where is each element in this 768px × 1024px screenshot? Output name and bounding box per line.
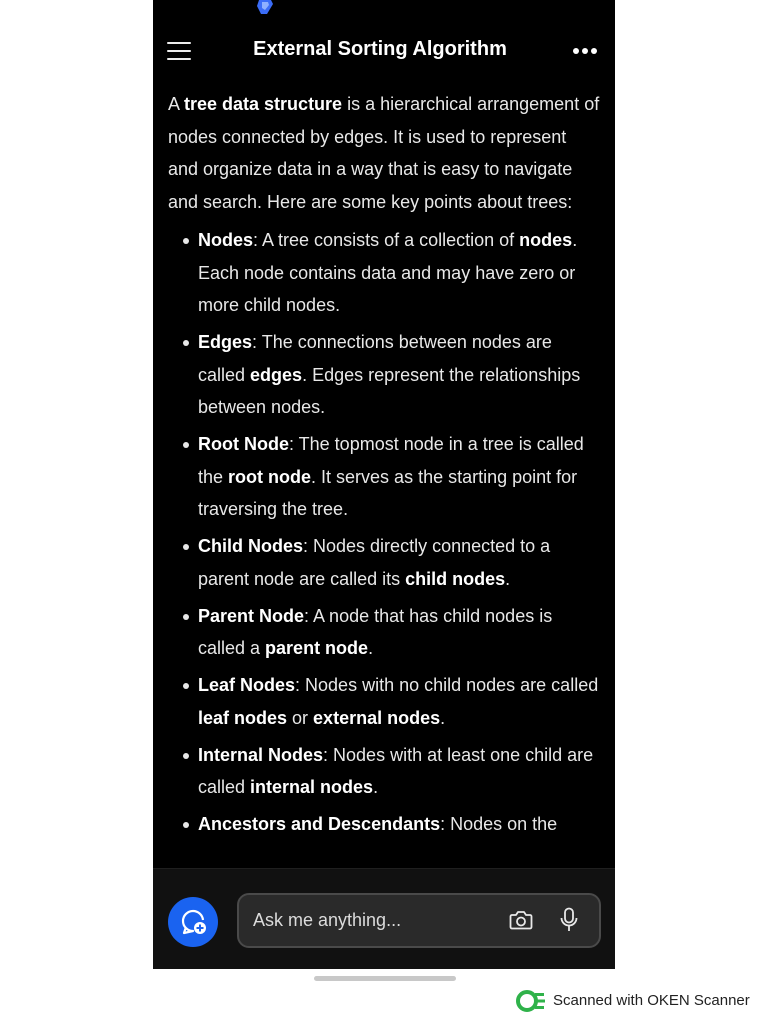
- point-text: : The connections between nodes are called: [198, 332, 552, 385]
- point-text: . Edges represent the relationships between nodes.: [198, 364, 581, 417]
- point-bold: external nodes: [313, 707, 441, 728]
- intro-paragraph: [168, 88, 600, 218]
- point-bold: child nodes: [405, 568, 506, 589]
- point-text: or: [287, 707, 314, 728]
- point-term: Edges: [198, 332, 253, 352]
- point-text: . Each node contains data and may have zero or more child nodes.: [198, 230, 578, 315]
- home-indicator[interactable]: [314, 976, 456, 981]
- intro-text-end: is a hierarchical arrangement of nodes connected by edges. It is used to represent and organize data in a way that is easy to navigate and search. Here are some key points about trees:: [168, 94, 600, 212]
- list-item: [168, 669, 600, 734]
- phone-screen: [153, 0, 615, 969]
- point-text: . It serves as the starting point for traversing the tree.: [198, 466, 578, 519]
- top-bar: [153, 26, 615, 74]
- point-text: .: [505, 568, 511, 589]
- list-item: [168, 326, 600, 424]
- new-chat-button[interactable]: [168, 897, 218, 947]
- camera-icon[interactable]: [509, 909, 533, 931]
- point-term: Root Node: [198, 434, 289, 454]
- point-bold: internal nodes: [250, 777, 374, 797]
- composer-bar: [153, 868, 615, 969]
- point-text: .: [373, 777, 379, 797]
- point-bold: edges: [250, 364, 303, 385]
- point-term: Child Nodes: [198, 536, 304, 556]
- oken-scanner-logo-icon: [516, 990, 546, 1012]
- list-item: [168, 224, 600, 322]
- point-term: Ancestors and Descendants: [198, 814, 441, 834]
- point-text: .: [368, 638, 374, 658]
- watermark-text: Scanned with OKEN Scanner: [553, 992, 750, 1009]
- list-item: [168, 600, 600, 665]
- point-text: : The topmost node in a tree is called the: [198, 434, 584, 487]
- more-options-icon[interactable]: [573, 48, 601, 54]
- copilot-logo-icon: [257, 0, 273, 14]
- chat-response: [168, 88, 600, 868]
- microphone-icon[interactable]: [559, 907, 579, 933]
- point-bold: nodes: [519, 230, 573, 250]
- list-item: [168, 530, 600, 595]
- point-bold: parent node: [265, 638, 369, 658]
- point-text: : A node that has child nodes is called a: [198, 605, 553, 658]
- point-term: Internal Nodes: [198, 744, 324, 765]
- point-text: : Nodes with no child nodes are called: [295, 675, 599, 695]
- point-text: : Nodes with at least one child are called: [198, 744, 594, 797]
- point-text: : A tree consists of a collection of: [253, 230, 520, 250]
- key-points-list: [168, 224, 600, 841]
- point-bold: root node: [228, 466, 312, 487]
- ask-input-box: [237, 893, 601, 948]
- point-term: Nodes: [198, 230, 254, 250]
- point-term: Parent Node: [198, 605, 305, 626]
- page-title: External Sorting Algorithm: [253, 38, 507, 60]
- intro-term: tree data structure: [184, 94, 343, 114]
- point-bold: leaf nodes: [198, 707, 288, 728]
- list-item: [168, 739, 600, 804]
- point-term: Leaf Nodes: [198, 675, 296, 695]
- point-text: : Nodes directly connected to a parent node are called its: [198, 536, 551, 589]
- new-chat-icon: [179, 908, 207, 936]
- intro-text-start: A: [168, 94, 185, 114]
- ask-input[interactable]: [253, 895, 493, 946]
- point-text: .: [440, 707, 446, 728]
- point-text: : Nodes on the: [440, 814, 558, 834]
- list-item: [168, 428, 600, 526]
- list-item: [168, 808, 600, 841]
